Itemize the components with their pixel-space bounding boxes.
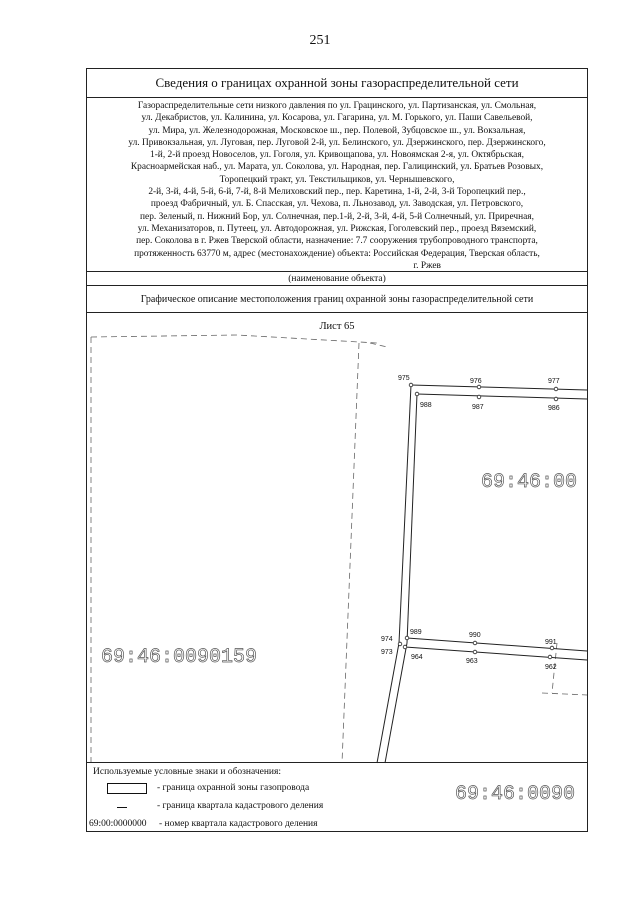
description-line: ул. Механизаторов, п. Путеец, ул. Автодорожная, ул. Рижская, Гоголевский пер., проезд Вяземский, <box>137 223 537 234</box>
legend-code: 69:00:0000000 <box>89 819 147 829</box>
point-label: 977 <box>548 378 560 385</box>
point-label: 989 <box>410 629 422 636</box>
legend <box>87 762 587 834</box>
cadastral-boundary-diagonal <box>342 343 359 763</box>
point-label: 975 <box>398 375 410 382</box>
vertex-point <box>473 641 477 645</box>
cadastral-number: 69:46:00 <box>481 471 578 494</box>
vertex-point <box>415 392 419 396</box>
vertex-point <box>548 655 552 659</box>
cadastral-number: 69:46:0090 <box>455 783 576 806</box>
vertex-point <box>403 645 407 649</box>
cadastral-number-labels <box>101 471 577 806</box>
object-name-caption: (наименование объекта) <box>87 271 587 286</box>
protection-zone-boundary <box>377 385 587 763</box>
point-label: 988 <box>420 402 432 409</box>
point-label: 991 <box>545 639 557 646</box>
description-line: проезд Фабричный, ул. Б. Спасская, ул. Чехова, п. Льнозавод, ул. Заводская, ул. Петровского, <box>150 199 524 210</box>
legend-item-zone <box>87 783 587 797</box>
vertex-point <box>398 642 402 646</box>
description-line: протяженность 63770 м, адрес (местонахождение) объекта: Российская Федерация, Тверская область, <box>134 248 540 259</box>
section-title: Сведения о границах охранной зоны газораспределительной сети <box>87 69 587 98</box>
cadastral-boundary-right-bottom <box>542 693 587 695</box>
vertex-point <box>477 395 481 399</box>
cadastral-boundary-top-right <box>370 343 387 347</box>
legend-item-quarter-number <box>87 819 587 833</box>
vertex-point <box>550 646 554 650</box>
vertex-point <box>554 387 558 391</box>
graphic-section-title: Графическое описание местоположения границ охранной зоны газораспределительной сети <box>87 286 587 313</box>
legend-item-quarter-boundary <box>87 801 587 815</box>
description-line: 2-й, 3-й, 4-й, 5-й, 6-й, 7-й, 8-й Мелиховский пер., пер. Каретина, 1-й, 2-й, 3-й Торопецкий пер., <box>148 187 526 198</box>
zone-line-top-b <box>417 394 587 399</box>
point-label: 976 <box>470 378 482 385</box>
page-number: 251 <box>309 33 331 48</box>
legend-item-text: - номер квартала кадастрового деления <box>159 819 318 829</box>
object-description-text <box>87 98 587 272</box>
sheet-label: Лист 65 <box>319 321 355 332</box>
description-line: Газораспределительные сети низкого давления по ул. Грацинского, ул. Партизанская, ул. Смольная, <box>137 101 537 111</box>
description-line: пер. Соколова в г. Ржев Тверской области, назначение: 7.7 сооружения трубопроводного транспорта, <box>136 236 538 247</box>
document-frame <box>86 68 588 832</box>
point-label: 963 <box>466 658 478 665</box>
zone-line-vertical-a <box>399 385 411 643</box>
description-line: ул. Привокзальная, ул. Луговая, пер. Луговой 2-й, ул. Белинского, ул. Дзержинского, пер. Дзержинского, <box>128 137 546 148</box>
vertex-point <box>473 650 477 654</box>
zone-line-top-a <box>411 385 587 390</box>
vertex-point <box>554 397 558 401</box>
legend-item-text: - граница охранной зоны газопровода <box>157 783 310 793</box>
point-label: 973 <box>381 649 393 656</box>
point-label: 986 <box>548 405 560 412</box>
vertex-point <box>477 385 481 389</box>
description-line: 1-й, 2-й проезд Новоселов, ул. Гоголя, ул. Кривощапова, ул. Новоямская 2-я, ул. Октябрьская, <box>150 150 524 161</box>
legend-item-text: - граница квартала кадастрового деления <box>157 801 324 811</box>
point-label: 964 <box>411 654 423 661</box>
cadastral-boundaries <box>91 335 587 763</box>
vertex-point <box>409 383 413 387</box>
description-line: ул. Мира, ул. Железнодорожная, Московское ш., пер. Полевой, Зубцовское ш., ул. Вокзальная, <box>148 125 526 136</box>
description-line: пер. Зеленый, п. Нижний Бор, ул. Солнечная, пер.1-й, 2-й, 3-й, 4-й, 5-й Солнечный, ул. Приречная, <box>140 211 534 222</box>
point-label: 987 <box>472 404 484 411</box>
vertex-point <box>405 636 409 640</box>
point-label: 962 <box>545 664 557 671</box>
legend-title: Используемые условные знаки и обозначения: <box>93 767 282 777</box>
cadastral-number: 69:46:0090159 <box>101 646 258 669</box>
point-label: 974 <box>381 636 393 643</box>
description-line: г. Ржев <box>413 260 441 271</box>
description-line: Торопецкий тракт, ул. Текстильщиков, ул. Чернышевского, <box>219 174 455 185</box>
vertex-points <box>398 383 558 659</box>
zone-boundary-symbol <box>107 783 147 794</box>
description-line: ул. Декабристов, ул. Калинина, ул. Косарова, ул. Гагарина, ул. М. Горького, ул. Паши Савельевой, <box>141 113 533 124</box>
description-line: Красноармейская наб., ул. Марата, ул. Соколова, ул. Народная, пер. Галицинский, ул. Братьев Розовых, <box>130 162 544 173</box>
cadastral-boundary-top <box>91 335 377 343</box>
quarter-boundary-symbol <box>117 807 127 808</box>
point-label: 990 <box>469 632 481 639</box>
